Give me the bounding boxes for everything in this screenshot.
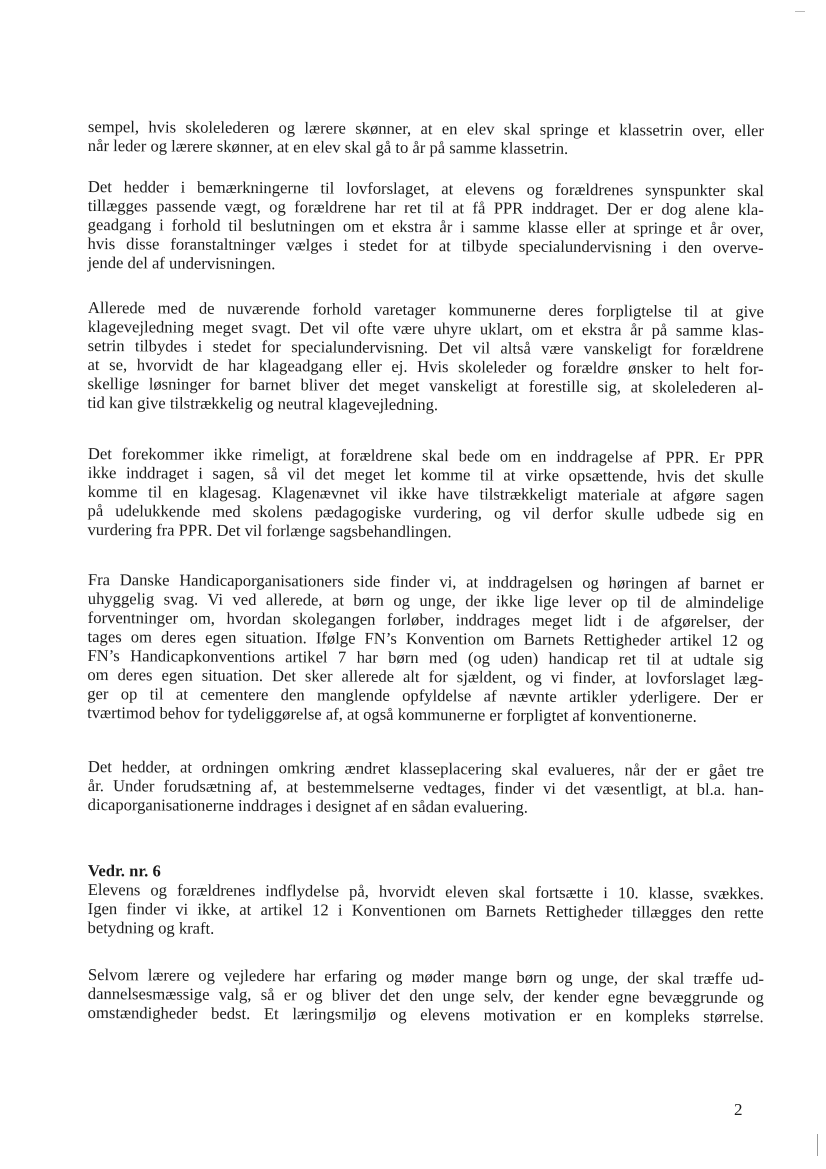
paragraph-line: ikke inddraget i sagen, så vil det meget let komme til at virke opsættende, hvis det skulle <box>87 462 764 487</box>
paragraph-line: FN’s Handicapkonventions artikel 7 har børn med (og uden) handicap ret til at udtale sig <box>87 645 764 670</box>
paragraph-line: ger op til at cementere den manglende opfyldelse af nævnte artikler yderligere. Der er <box>87 683 764 708</box>
paragraph-line: setrin tilbydes i stedet for specialundervisning. Det vil altså være vanskeligt for forældrene <box>87 335 764 360</box>
paragraph-4 <box>87 444 764 543</box>
section-heading: Vedr. nr. 6 <box>87 861 161 881</box>
paragraph-line: omstændigheder bedst. Et læringsmiljø og elevens motivation er en kompleks størrelse. <box>87 1002 764 1027</box>
paragraph-line: hvis disse foranstaltninger vælges i stedet for at tilbyde specialundervisning i den overve- <box>87 233 764 258</box>
paragraph-line: Allerede med de nuværende forhold varetager kommunerne deres forpligtelse til at give <box>87 298 764 322</box>
paragraph-line: Det hedder i bemærkningerne til lovforslaget, at elevens og forældrenes synspunkter skal <box>87 177 764 201</box>
paragraph-6 <box>88 757 764 818</box>
scan-mark <box>795 11 805 12</box>
paragraph-line: på udelukkende med skolens pædagogiske vurdering, og vil derfor skulle udbede sig en <box>87 500 764 525</box>
paragraph-line: uhyggelig svag. Vi ved allerede, at børn og unge, der ikke lige lever op til de almindelige <box>87 588 764 613</box>
paragraph-2 <box>87 177 764 276</box>
page-number: 2 <box>734 1100 743 1119</box>
paragraph-line: Igen finder vi ikke, at artikel 12 i Konventionen om Barnets Rettigheder tillægges den rette <box>87 898 764 923</box>
paragraph-line: tillægges passende vægt, og forældrene har ret til at få PPR inddraget. Der er dog alene kla- <box>87 195 764 220</box>
paragraph-1 <box>88 117 764 159</box>
paragraph-line: tid kan give tilstrækkelig og neutral klagevejledning. <box>87 392 439 415</box>
paragraph-line: Fra Danske Handicaporganisationers side finder vi, at inddragelsen og høringen af barnet er <box>87 570 764 594</box>
paragraph-3 <box>87 298 764 416</box>
paragraph-line: jende del af undervisningen. <box>87 252 276 274</box>
paragraph-line: klagevejledning meget svagt. Det vil ofte være uhyre uklart, om et ekstra år på samme klas- <box>87 316 764 341</box>
paragraph-line: at se, hvorvidt de har klageadgang eller ej. Hvis skoleleder og forældre ønsker to helt for- <box>87 354 764 379</box>
paragraph-line: vurdering fra PPR. Det vil forlænge sagsbehandlingen. <box>87 519 452 542</box>
paragraph-line: tages om deres egen situation. Ifølge FN’s Konvention om Barnets Rettigheder artikel 12 og <box>87 626 764 651</box>
paragraph-line: dannelsesmæssige valg, så er og bliver det den unge selv, der kender egne bevæggrunde og <box>87 983 764 1008</box>
paragraph-line: Selvom lærere og vejledere har erfaring og møder mange børn og unge, der skal træffe ud- <box>87 965 764 989</box>
paragraph-line: Det hedder, at ordningen omkring ændret klasseplacering skal evalueres, når der er gået tre <box>87 757 764 781</box>
paragraph-line: skellige løsninger for barnet bliver det meget vanskeligt at forestille sig, at skolelederen al- <box>87 373 764 398</box>
paragraph-line: komme til en klagesag. Klagenævnet vil ikke have tilstrækkeligt materiale at afgøre sagen <box>87 481 764 506</box>
section-vedr-nr-6 <box>88 861 764 941</box>
paragraph-line: dicaporganisationerne inddrages i designet af en sådan evaluering. <box>87 794 528 817</box>
paragraph-line: Det forekommer ikke rimeligt, at forældrene skal bede om en inddragelse af PPR. Er PPR <box>87 444 764 468</box>
paragraph-line: tværtimod behov for tydeliggørelse af, at også kommunerne er forpligtet af konventionerne. <box>87 702 697 726</box>
paragraph-line: år. Under forudsætning af, at bestemmelserne vedtages, finder vi det væsentligt, at bl.a. han- <box>87 775 764 800</box>
scan-mark <box>817 1134 818 1156</box>
paragraph-line: forventninger om, hvordan skolegangen forløber, inddrages meget lidt i de afgørelser, der <box>87 607 764 632</box>
paragraph-line: om deres egen situation. Det sker allerede alt for sjældent, og vi finder, at lovforslaget læg- <box>87 664 764 689</box>
paragraph-line: betydning og kraft. <box>87 917 215 938</box>
paragraph-7 <box>88 965 764 1026</box>
paragraph-line: når leder og lærere skønner, at en elev skal gå to år på samme klassetrin. <box>87 135 569 158</box>
paragraph-line: sempel, hvis skolelederen og lærere skønner, at en elev skal springe et klassetrin over, eller <box>87 117 764 141</box>
paragraph-line: geadgang i forhold til beslutningen om et ekstra år i samme klasse eller at springe et år over, <box>87 214 764 239</box>
paragraph-5 <box>87 570 764 726</box>
paragraph-line: Elevens og forældrenes indflydelse på, hvorvidt eleven skal fortsætte i 10. klasse, svækkes. <box>87 879 764 904</box>
